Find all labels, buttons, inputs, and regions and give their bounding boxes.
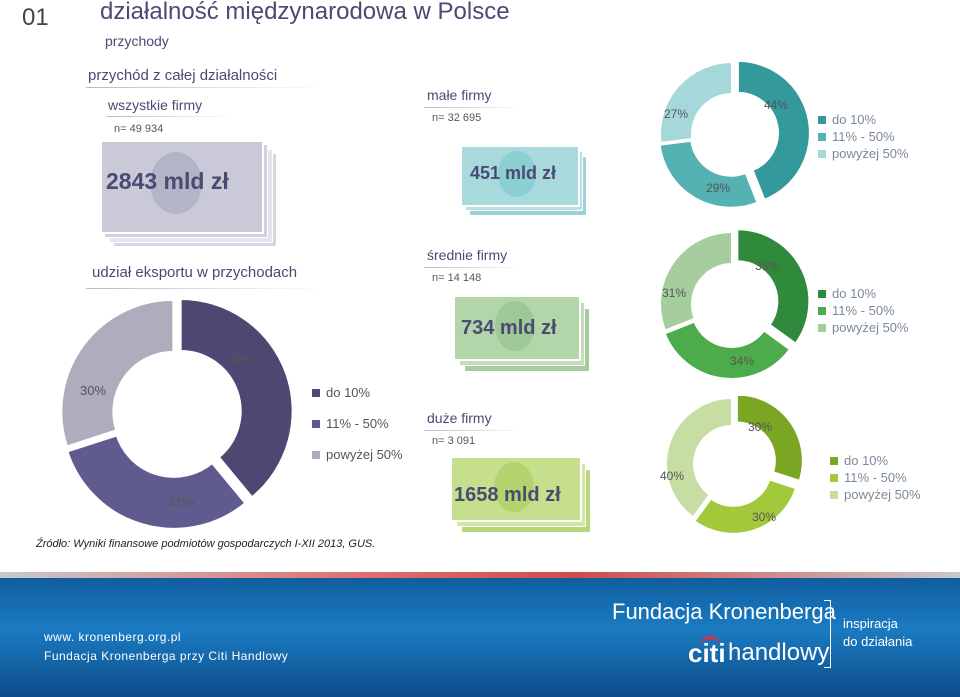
medium-slice-2 (665, 322, 790, 378)
page-subtitle: przychody (105, 33, 169, 49)
footer-brand-name: Fundacja Kronenberga (612, 599, 836, 624)
medium-pct-label-over-50: 31% (662, 286, 687, 300)
medium-legend-item: 11% - 50% (818, 302, 909, 319)
all-firms-label: wszystkie firmy (108, 97, 203, 113)
large-legend-item: powyżej 50% (830, 486, 921, 503)
large-slice-2 (694, 480, 796, 534)
large-slice-3 (666, 398, 732, 517)
small-legend-item: powyżej 50% (818, 145, 909, 162)
large-pct-label-over-50: 40% (660, 469, 685, 483)
small-pct-label-over-50: 27% (664, 107, 689, 121)
large-firms-label: duże firmy (427, 410, 492, 426)
all-firms-n: n= 49 934 (114, 123, 164, 135)
large-firms-value: 1658 mld zł (454, 484, 561, 506)
small-legend-item: 11% - 50% (818, 128, 909, 145)
medium-firms-value: 734 mld zł (461, 317, 557, 339)
medium-legend (818, 285, 909, 336)
slide-number: 01 (22, 4, 49, 31)
large-legend-item: 11% - 50% (830, 469, 921, 486)
large-firms-n: n= 3 091 (432, 435, 476, 447)
small-firms-n: n= 32 695 (432, 112, 482, 124)
medium-legend-item: powyżej 50% (818, 319, 909, 336)
footer-bracket (824, 600, 831, 668)
footer-banner (0, 572, 960, 697)
small-firms-bill-stack (460, 145, 590, 220)
all-firms-value: 2843 mld zł (106, 168, 229, 194)
medium-slice-3 (660, 232, 732, 331)
medium-firms-label: średnie firmy (427, 247, 508, 263)
small-slice-3 (660, 62, 732, 143)
citi-logo: citi (688, 638, 726, 668)
small-pct-label-do-10: 44% (764, 98, 789, 112)
large-slice-1 (737, 396, 803, 481)
medium-firms-bill-stack (453, 295, 593, 380)
small-firms-label: małe firmy (427, 87, 492, 103)
medium-legend-item: do 10% (818, 285, 909, 302)
main-legend-item: 11% - 50% (312, 408, 403, 439)
main-pct-label-over-50: 30% (80, 383, 107, 398)
small-legend-item: do 10% (818, 111, 909, 128)
handlowy-logo: handlowy (728, 639, 830, 666)
large-legend-item: do 10% (830, 452, 921, 469)
footer-org-line: Fundacja Kronenberga przy Citi Handlowy (44, 649, 289, 663)
small-legend (818, 111, 909, 162)
small-firms-value: 451 mld zł (470, 163, 557, 183)
large-firms-donut-chart (650, 396, 810, 536)
medium-firms-n: n= 14 148 (432, 272, 482, 284)
main-pct-label-do-10: 39% (228, 352, 255, 367)
export-section-divider (86, 288, 326, 289)
all-firms-divider (106, 116, 236, 117)
small-pct-label-11-50: 29% (706, 181, 731, 195)
main-legend-item: do 10% (312, 377, 403, 408)
footer-slogan-line-1: inspiracja (843, 616, 898, 631)
large-legend (830, 452, 921, 503)
source-note: Źródło: Wyniki finansowe podmiotów gospodarczych I-XII 2013, GUS. (36, 538, 376, 550)
main-slice-1 (181, 299, 293, 497)
all-firms-bill-stack (100, 140, 280, 250)
page-title: działalność międzynarodowa w Polsce (100, 0, 510, 25)
large-firms-bill-stack (450, 456, 595, 538)
revenue-section-title: przychód z całej działalności (88, 67, 278, 84)
revenue-section-divider (86, 87, 326, 88)
main-legend (312, 377, 403, 470)
large-pct-label-do-10: 30% (748, 420, 773, 434)
export-section-title: udział eksportu w przychodach (92, 264, 298, 281)
main-legend-item: powyżej 50% (312, 439, 403, 470)
small-firms-divider (424, 107, 524, 108)
footer-website-link[interactable]: www. kronenberg.org.pl (44, 630, 182, 644)
medium-firms-divider (424, 267, 524, 268)
large-pct-label-11-50: 30% (752, 510, 777, 524)
medium-pct-label-do-10: 35% (755, 259, 780, 273)
large-firms-divider (424, 430, 524, 431)
footer-slogan-line-2: do działania (843, 634, 913, 649)
main-pct-label-11-50: 31% (168, 494, 195, 509)
main-slice-3 (61, 300, 173, 447)
medium-slice-1 (737, 229, 809, 343)
medium-pct-label-11-50: 34% (730, 354, 755, 368)
footer-stripe (0, 572, 960, 578)
small-slice-2 (660, 141, 758, 208)
main-slice-2 (67, 435, 245, 528)
